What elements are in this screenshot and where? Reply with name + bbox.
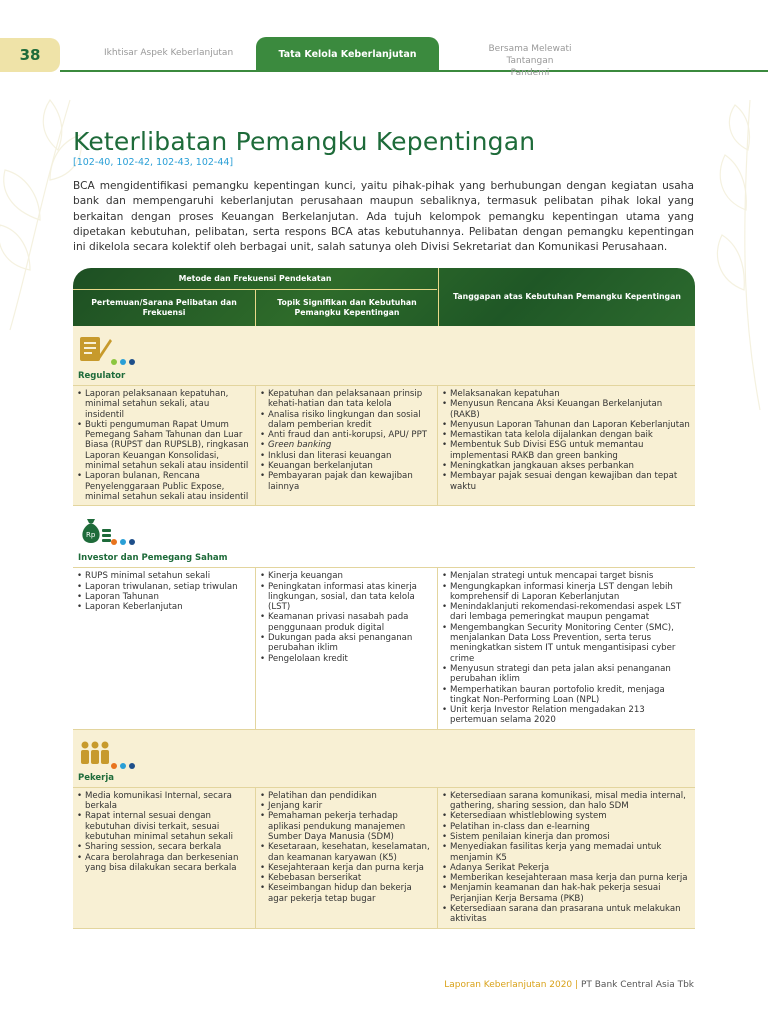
list-item: • Menyediakan fasilitas kerja yang memadai untuk menjamin K5 bbox=[442, 842, 690, 863]
list-item: • Acara berolahraga dan berkesenian yang bisa dilakukan secara berkala bbox=[77, 853, 250, 874]
nav-link-line1: Bersama Melewati bbox=[488, 44, 572, 54]
list-item: • Pelatihan dan pendidikan bbox=[260, 791, 432, 801]
list-item: • Kepatuhan dan pelaksanaan prinsip kehati-hatian dan tata kelola bbox=[260, 389, 432, 410]
list-item: • Menyusun Laporan Tahunan dan Laporan Keberlanjutan bbox=[442, 420, 690, 430]
page-footer bbox=[444, 980, 694, 990]
people-group-icon bbox=[78, 737, 112, 769]
cell-engagement bbox=[73, 788, 256, 928]
list-item: • Memberikan kesejahteraan masa kerja dan purna kerja bbox=[442, 873, 690, 883]
document-pen-icon bbox=[78, 333, 112, 365]
stakeholder-table bbox=[73, 268, 695, 929]
list-item: • Pemahaman pekerja terhadap aplikasi pendukung manajemen Sumber Daya Manusia (SDM) bbox=[260, 811, 432, 842]
group-name: Investor dan Pemegang Saham bbox=[78, 553, 228, 564]
list-item: • Kinerja keuangan bbox=[260, 571, 432, 581]
list-item: • Adanya Serikat Pekerja bbox=[442, 863, 690, 873]
group-name: Pekerja bbox=[78, 772, 115, 783]
list-item: • Laporan Tahunan bbox=[77, 592, 250, 602]
list-item: • Ketersediaan whistleblowing system bbox=[442, 811, 690, 821]
cell-topics bbox=[256, 788, 438, 928]
svg-text:Rp: Rp bbox=[86, 531, 96, 540]
table-row bbox=[73, 788, 695, 929]
cell-response bbox=[438, 386, 695, 505]
cell-topics bbox=[256, 568, 438, 728]
list-item: • Membayar pajak sesuai dengan kewajiban dan tepat waktu bbox=[442, 471, 690, 492]
color-dots bbox=[111, 539, 135, 545]
list-item: • Menjamin keamanan dan hak-hak pekerja sesuai Perjanjian Kerja Bersama (PKB) bbox=[442, 883, 690, 904]
list-item: • Ketersediaan sarana dan prasarana untuk melakukan aktivitas bbox=[442, 904, 690, 925]
table-header bbox=[73, 268, 695, 326]
list-item: • Sharing session, secara berkala bbox=[77, 842, 250, 852]
leaf-decoration bbox=[690, 90, 768, 420]
list-item: • Inklusi dan literasi keuangan bbox=[260, 451, 432, 461]
list-item: • Ketersediaan sarana komunikasi, misal media internal, gathering, sharing session, dan halo SDM bbox=[442, 791, 690, 812]
list-item: • Peningkatan informasi atas kinerja lingkungan, sosial, dan tata kelola (LST) bbox=[260, 582, 432, 613]
cell-engagement bbox=[73, 386, 256, 505]
nav-tab-governance[interactable]: Tata Kelola Keberlanjutan bbox=[256, 37, 439, 72]
nav-link-pandemic[interactable] bbox=[486, 43, 574, 79]
list-item: • Keseimbangan hidup dan bekerja agar pekerja tetap bugar bbox=[260, 883, 432, 904]
color-dots bbox=[111, 359, 135, 365]
list-item: • Menyusun Rencana Aksi Keuangan Berkelanjutan (RAKB) bbox=[442, 399, 690, 420]
list-item: • Green banking bbox=[260, 440, 432, 450]
list-item: • Laporan Keberlanjutan bbox=[77, 602, 250, 612]
list-item: • Kebebasan berserikat bbox=[260, 873, 432, 883]
list-item: • Media komunikasi Internal, secara berkala bbox=[77, 791, 250, 812]
list-item: • Mengembangkan Security Monitoring Center (SMC), menjalankan Data Loss Prevention, serta terus meningkatkan sistem IT untuk mengantisipasi cyber crime bbox=[442, 623, 690, 664]
header-col-topics: Topik Signifikan dan Kebutuhan Pemangku Kepentingan bbox=[277, 298, 417, 317]
header-approach-method: Metode dan Frekuensi Pendekatan bbox=[73, 268, 437, 290]
table-row bbox=[73, 386, 695, 506]
list-item: • Memperhatikan bauran portofolio kredit, menjaga tingkat Non-Performing Loan (NPL) bbox=[442, 685, 690, 706]
header-col-response: Tanggapan atas Kebutuhan Pemangku Kepentingan bbox=[438, 268, 695, 326]
list-item: • Laporan bulanan, Rencana Penyelenggaraan Public Expose, minimal setahun sekali atau insidentil bbox=[77, 471, 250, 502]
list-item: • Laporan pelaksanaan kepatuhan, minimal setahun sekali, atau insidentil bbox=[77, 389, 250, 420]
list-item: • Menyusun strategi dan peta jalan aksi penanganan perubahan iklim bbox=[442, 664, 690, 685]
list-item: • Sistem penilaian kinerja dan promosi bbox=[442, 832, 690, 842]
nav-link-line2: Tantangan Pandemi bbox=[506, 56, 554, 78]
list-item: • RUPS minimal setahun sekali bbox=[77, 571, 250, 581]
list-item: • Pengelolaan kredit bbox=[260, 654, 432, 664]
list-item: • Kesetaraan, kesehatan, keselamatan, dan keamanan karyawan (K5) bbox=[260, 842, 432, 863]
list-item: • Mengungkapkan informasi kinerja LST dengan lebih komprehensif di Laporan Keberlanjutan bbox=[442, 582, 690, 603]
list-item: • Memastikan tata kelola dijalankan dengan baik bbox=[442, 430, 690, 440]
list-item: • Dukungan pada aksi penanganan perubahan iklim bbox=[260, 633, 432, 654]
list-item: • Anti fraud dan anti-korupsi, APU/ PPT bbox=[260, 430, 432, 440]
list-item: • Pelatihan in-class dan e-learning bbox=[442, 822, 690, 832]
footer-company: PT Bank Central Asia Tbk bbox=[580, 980, 694, 990]
list-item: • Bukti pengumuman Rapat Umum Pemegang Saham Tahunan dan Luar Biasa (RUPST dan RUPSLB), ringkasan Laporan Keuangan Konsolidasi, minimal setahun sekali atau insidentil bbox=[77, 420, 250, 471]
cell-response bbox=[438, 568, 695, 728]
group-header-employees bbox=[73, 730, 695, 788]
list-item: • Melaksanakan kepatuhan bbox=[442, 389, 690, 399]
color-dots bbox=[111, 763, 135, 769]
footer-report-title: Laporan Keberlanjutan 2020 bbox=[444, 980, 573, 990]
footer-separator: | bbox=[575, 980, 579, 990]
list-item: • Menindaklanjuti rekomendasi-rekomendasi aspek LST dari lembaga pemeringkat maupun pengamat bbox=[442, 602, 690, 623]
list-item: • Rapat internal sesuai dengan kebutuhan divisi terkait, sesuai kebutuhan minimal setahun sekali bbox=[77, 811, 250, 842]
list-item: • Menjalan strategi untuk mencapai target bisnis bbox=[442, 571, 690, 581]
page-title: Keterlibatan Pemangku Kepentingan bbox=[73, 127, 536, 156]
list-item: • Pembayaran pajak dan kewajiban lainnya bbox=[260, 471, 432, 492]
money-bag-icon bbox=[78, 513, 112, 545]
intro-paragraph: BCA mengidentifikasi pemangku kepentingan kunci, yaitu pihak-pihak yang berhubungan dengan kegiatan usaha bank dan mempengaruhi keberlanjutan perusahaan maupun sebaliknya, termasuk pelibatan pihak lokal yang berkaitan dengan proses Keuangan Berkelanjutan. Ada tujuh kelompok pemangku kepentingan utama yang dipetakan kebutuhan, pelibatan, serta respons BCA atas kebutuhannya. Pelibatan dengan pemangku kepentingan ini dikelola secara kolektif oleh berbagai unit, salah satunya oleh Divisi Sekretariat dan Komunikasi Perusahaan. bbox=[73, 180, 694, 254]
list-item: • Meningkatkan jangkauan akses perbankan bbox=[442, 461, 690, 471]
group-name: Regulator bbox=[78, 371, 126, 381]
group-header-regulator bbox=[73, 326, 695, 386]
list-item: • Jenjang karir bbox=[260, 801, 432, 811]
list-item: • Membentuk Sub Divisi ESG untuk memantau implementasi RAKB dan green banking bbox=[442, 440, 690, 461]
list-item: • Analisa risiko lingkungan dan sosial dalam pemberian kredit bbox=[260, 410, 432, 431]
list-item: • Laporan triwulanan, setiap triwulan bbox=[77, 582, 250, 592]
gri-references: [102-40, 102-42, 102-43, 102-44] bbox=[73, 157, 234, 168]
table-row bbox=[73, 568, 695, 729]
list-item: • Keuangan berkelanjutan bbox=[260, 461, 432, 471]
cell-engagement bbox=[73, 568, 256, 728]
nav-link-overview[interactable]: Ikhtisar Aspek Keberlanjutan bbox=[104, 48, 234, 58]
header-col-engagement: Pertemuan/Sarana Pelibatan dan Frekuensi bbox=[73, 290, 256, 326]
cell-topics bbox=[256, 386, 438, 505]
page-number: 38 bbox=[0, 38, 60, 72]
list-item: • Unit kerja Investor Relation mengadakan 213 pertemuan selama 2020 bbox=[442, 705, 690, 726]
cell-response bbox=[438, 788, 695, 928]
list-item: • Keamanan privasi nasabah pada penggunaan produk digital bbox=[260, 612, 432, 633]
list-item: • Kesejahteraan kerja dan purna kerja bbox=[260, 863, 432, 873]
group-header-investor bbox=[73, 506, 695, 568]
